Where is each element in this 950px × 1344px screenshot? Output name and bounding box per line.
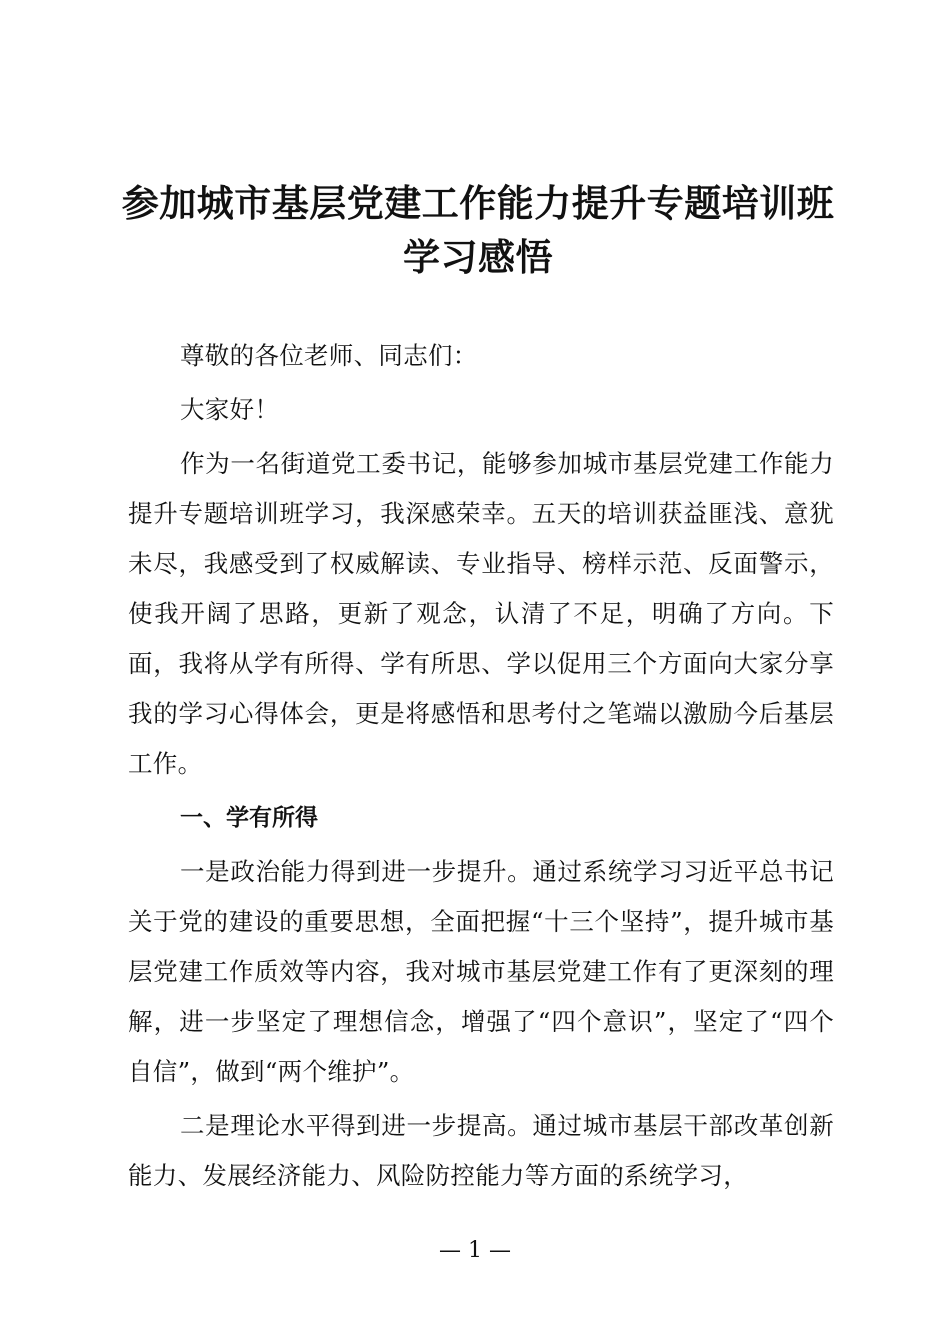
intro-paragraph: 作为一名街道党工委书记，能够参加城市基层党建工作能力提升专题培训班学习，我深感荣幸。五天的培训获益匪浅、意犹未尽，我感受到了权威解读、专业指导、榜样示范、反面警示，使我开阔了思路，更新了观念，认清了不足，明确了方向。下面，我将从学有所得、学有所思、学以促用三个方面向大家分享我的学习心得体会，更是将感悟和思考付之笔端以激励今后基层工作。	[128, 449, 834, 778]
document-title: 参加城市基层党建工作能力提升专题培训班学习感悟	[121, 181, 835, 279]
page-number: — 1 —	[439, 1238, 511, 1263]
section-heading: 一、学有所得	[180, 805, 318, 831]
document-body	[128, 331, 834, 1201]
greeting: 大家好！	[180, 395, 280, 424]
section-paragraph: 一是政治能力得到进一步提升。通过系统学习习近平总书记关于党的建设的重要思想，全面把握“十三个坚持”，提升城市基层党建工作质效等内容，我对城市基层党建工作有了更深刻的理解，进一步坚定了理想信念，增强了“四个意识”，坚定了“四个自信”，做到“两个维护”。	[128, 857, 834, 1086]
salutation: 尊敬的各位老师、同志们：	[180, 341, 478, 370]
section-paragraph: 二是理论水平得到进一步提高。通过城市基层干部改革创新能力、发展经济能力、风险防控能力等方面的系统学习，	[128, 1111, 834, 1190]
